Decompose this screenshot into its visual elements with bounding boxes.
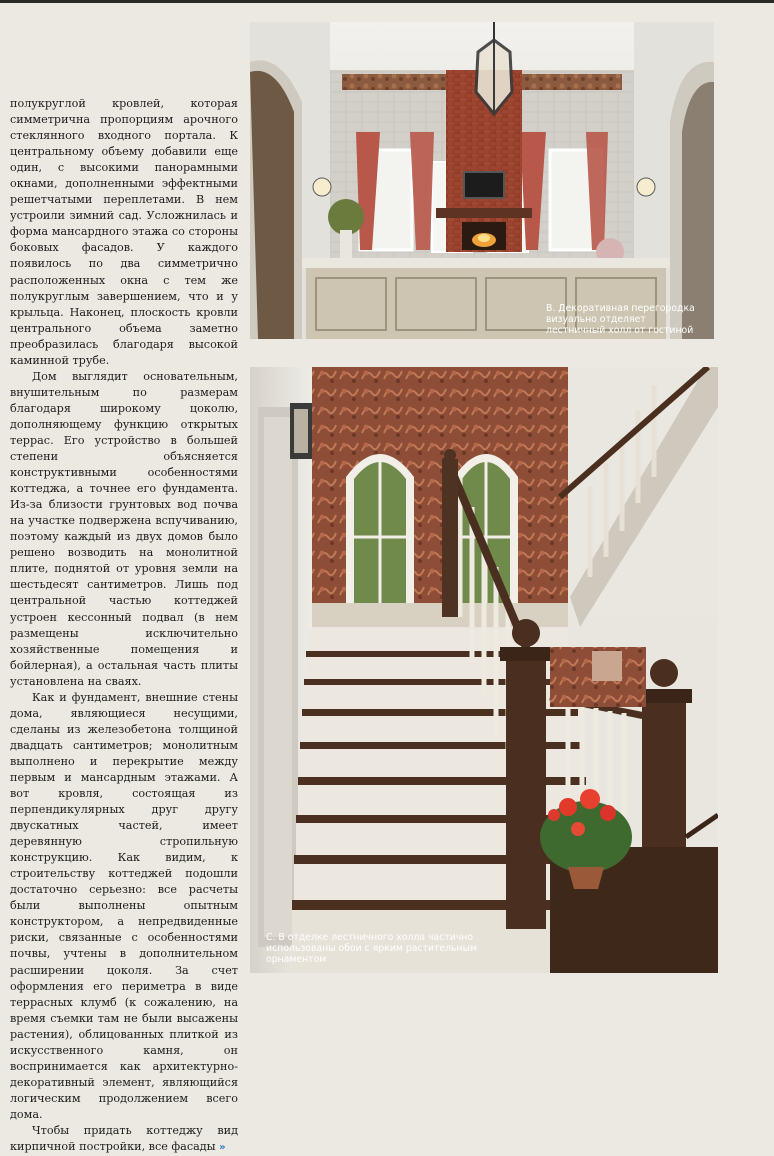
continue-arrow-icon: »	[219, 1142, 226, 1154]
photo-living-room-partition	[250, 22, 714, 339]
paragraph-2: Дом выглядит основательным, внушительным по размерам благодаря широкому цоколю, дополняющему функцию открытых террас. Его устройство в большей степени объясняется конструктивными особенностями коттеджа, а точнее его фундамента. Из-за близости грунтовых вод почва на участке подвержена вспучиванию, поэтому каждый из двух домов было решено возводить на монолитной плите, поднятой от уровня земли на шестьдесят сантиметров. Лишь под центральной частью коттеджей устроен кессонный подвал (в нем размещены исключительно хозяйственные помещения и бойлерная), а остальная часть плиты установлена на сваях.	[10, 369, 238, 688]
living-room-illustration	[250, 22, 714, 339]
photo-stair-hall	[250, 367, 718, 973]
photo-b-caption: B. Декоративная перегородка визуально отделяет лестничный холл от гостиной	[546, 303, 695, 336]
stair-hall-illustration	[250, 367, 718, 973]
paragraph-4	[10, 1123, 238, 1156]
paragraph-3: Как и фундамент, внешние стены дома, являющиеся несущими, сделаны из железобетона толщиной двадцать сантиметров; монолитным выполнено и перекрытие между первым и мансардным этажами. А вот кровля, состоящая из перпендикулярных друг другу двускатных частей, имеет деревянную стропильную конструкцию. Как видим, к строительству коттеджей подошли достаточно серьезно: все расчеты были выполнены опытным конструктором, а непредвиденные риски, связанные с особенностями почвы, учтены в дополнительном расширении цоколя. За счет оформления его периметра в виде террасных клумб (к сожалению, на время съемки там не были высажены растения), облицованных плиткой из искусственного камня, он воспринимается как архитектурно-декоративный элемент, являющийся логическим продолжением всего дома.	[10, 690, 238, 1121]
photo-c-caption: C. В отделке лестничного холла частично использованы обои с ярким растительным орнаментом	[266, 932, 477, 965]
top-rule	[0, 0, 774, 3]
article-text-column	[10, 96, 238, 1156]
paragraph-4-text: Чтобы придать коттеджу вид кирпичной постройки, все фасады	[10, 1124, 238, 1154]
paragraph-1: полукруглой кровлей, которая симметрична пропорциям арочного стеклянного входного портала. К центральному объему добавили еще один, с высокими панорамными окнами, дополненными эффектными решетчатыми переплетами. В нем устроили зимний сад. Усложнилась и форма мансардного этажа со стороны боковых фасадов. У каждого появилось по два симметрично расположенных окна с тем же полукруглым завершением, что и у крыльца. Наконец, плоскость кровли центрального объема заметно преобразилась благодаря высокой каминной трубе.	[10, 97, 238, 367]
